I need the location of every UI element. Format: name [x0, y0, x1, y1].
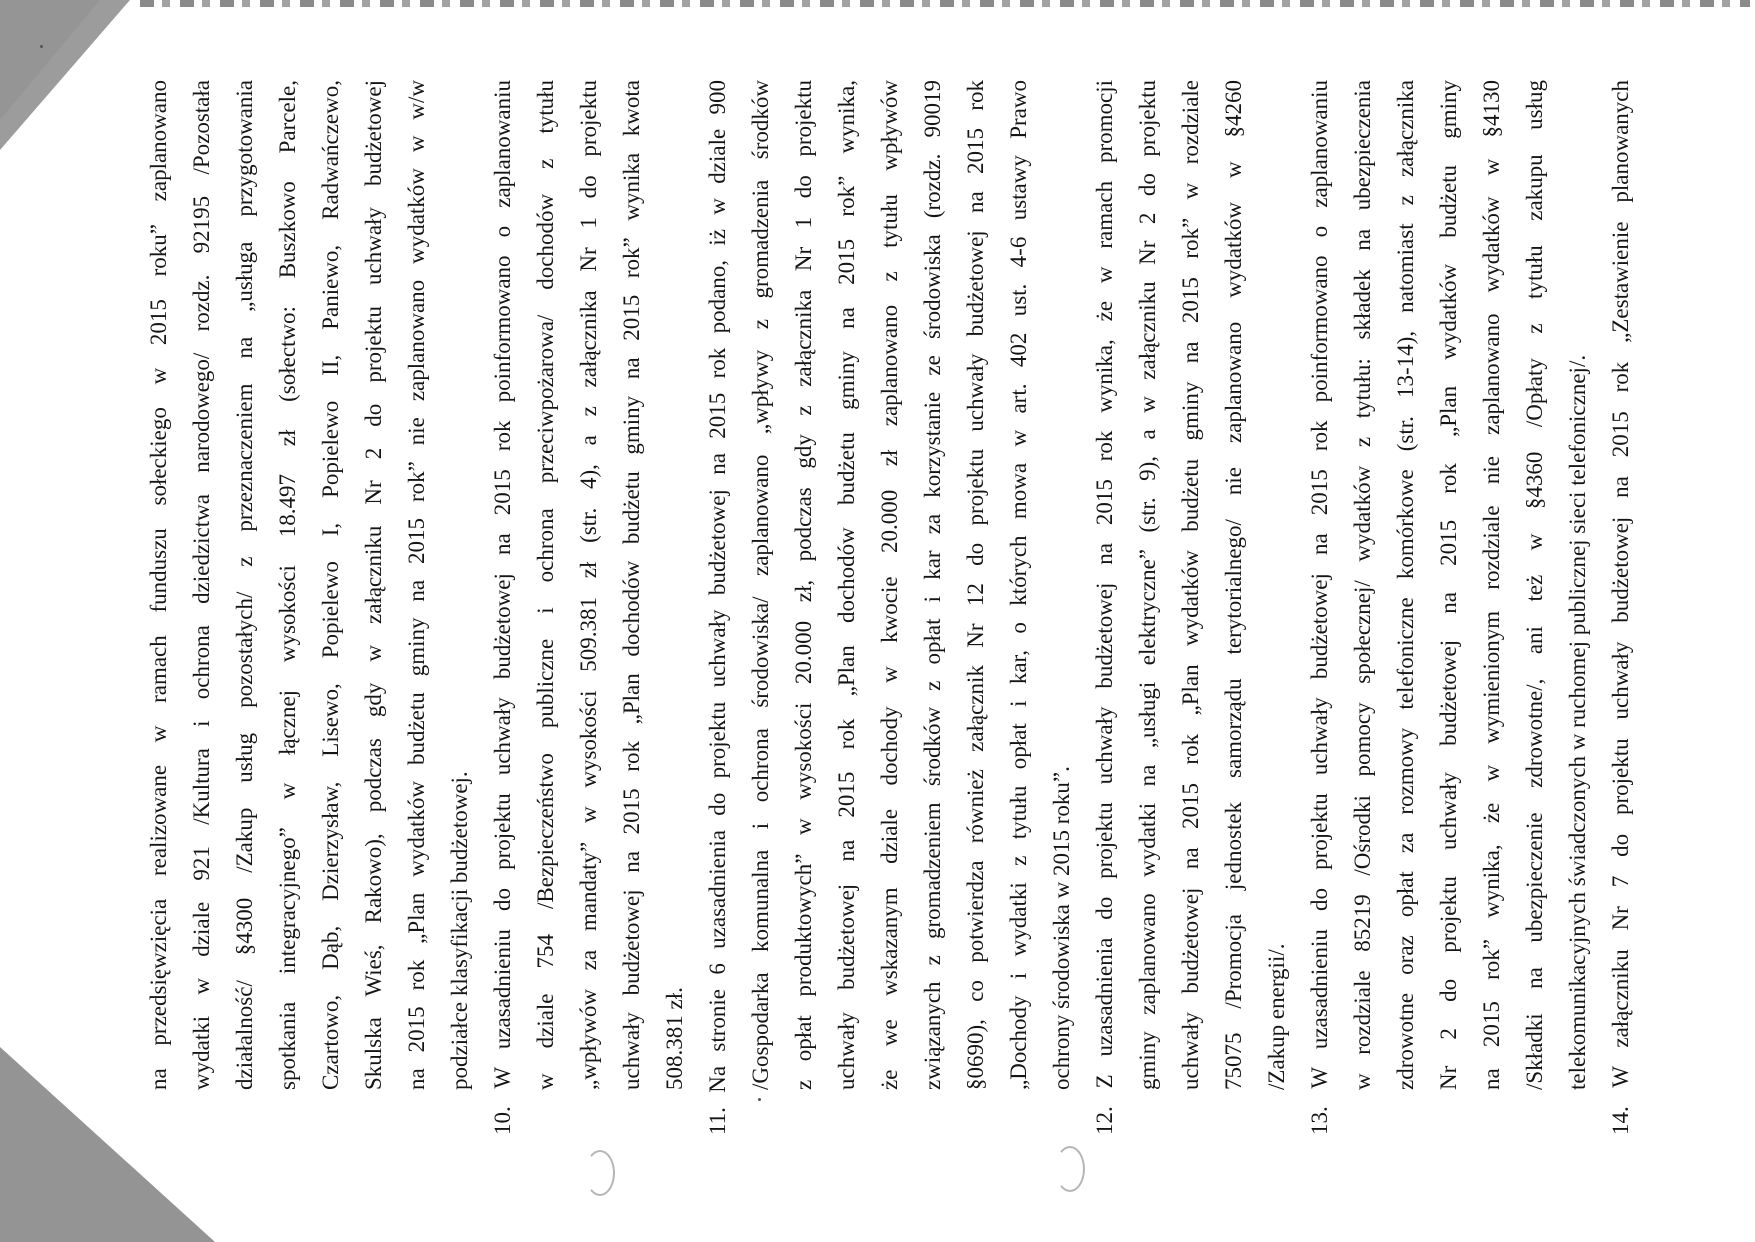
text-line: gminy zaplanowano wydatki na „usługi elektryczne” (str. 9), a w załączniku Nr 2 do projektu	[1135, 80, 1160, 1090]
text-line: podziałce klasyfikacji budżetowej.	[447, 771, 472, 1090]
item-11-line: 11. Na stronie 6 uzasadnienia do projektu uchwały budżetowej na 2015 rok podano, iż w dziale 900	[705, 80, 730, 1135]
item-12-line: 12. Z uzasadnienia do projektu uchwały budżetowej na 2015 rok wynika, że w ramach promocji	[1092, 80, 1117, 1135]
text-line: uchwały budżetowej na 2015 rok „Plan wydatków budżetu gminy na 2015 rok” w rozdziale	[1178, 80, 1203, 1090]
folded-corner-top-shade	[0, 0, 100, 120]
text-line: /Zakup energii/.	[1264, 943, 1289, 1090]
item-13-line: 13. W uzasadnieniu do projektu uchwały budżetowej na 2015 rok poinformowano o zaplanowaniu	[1307, 80, 1332, 1135]
text-line: uchwały budżetowej na 2015 rok „Plan dochodów budżetu gminy na 2015 rok” wynika kwota	[619, 80, 644, 1090]
text-line: Nr 2 do projektu uchwały budżetowej na 2015 rok „Plan wydatków budżetu gminy	[1436, 80, 1461, 1090]
scan-top-edge	[140, 0, 1750, 7]
text-line: Skulska Wieś, Rakowo), podczas gdy w załączniku Nr 2 do projektu uchwały budżetowej	[361, 80, 386, 1090]
text-line: w rozdziale 85219 /Ośrodki pomocy społecznej/ wydatków z tytułu: składek na ubezpieczenia	[1350, 80, 1375, 1090]
text-line: /Gospodarka komunalna i ochrona środowiska/ zaplanowano „wpływy z gromadzenia środków	[748, 80, 773, 1090]
scan-speck	[40, 45, 43, 48]
text-line: „wpływów za mandaty” w wysokości 509.381 zł (str. 4), a z załącznika Nr 1 do projektu	[576, 80, 601, 1090]
text-line: „Dochody i wydatki z tytułu opłat i kar, o których mowa w art. 402 ust. 4-6 ustawy Prawo	[1006, 80, 1031, 1090]
text-line: związanych z gromadzeniem środków z opłat i kar za korzystanie ze środowiska (rozdz. 90019	[920, 80, 945, 1090]
text-line: na 2015 rok” wynika, że w wymienionym rozdziale nie zaplanowano wydatków w §4130	[1479, 80, 1504, 1090]
text-line: z opłat produktowych” w wysokości 20.000 zł, podczas gdy z załącznika Nr 1 do projektu	[791, 80, 816, 1090]
text-line: w dziale 754 /Bezpieczeństwo publiczne i ochrona przeciwpożarowa/ dochodów z tytułu	[533, 80, 558, 1090]
text-line: telekomunikacyjnych świadczonych w ruchomej publicznej sieci telefonicznej/.	[1565, 354, 1590, 1090]
text-line: ochrony środowiska w 2015 roku”.	[1049, 766, 1074, 1090]
text-line: Czartowo, Dąb, Dzierzysław, Lisewo, Popielewo I, Popielewo II, Paniewo, Radwańczewo,	[318, 80, 343, 1090]
text-line: /Składki na ubezpieczenie zdrowotne/, ani też w §4360 /Opłaty z tytułu zakupu usług	[1522, 80, 1547, 1090]
text-line: 75075 /Promocja jednostek samorządu terytorialnego/ nie zaplanowano wydatków w §4260	[1221, 80, 1246, 1090]
text-line: zdrowotne oraz opłat za rozmowy telefoniczne komórkowe (str. 13-14), natomiast z załącznika	[1393, 80, 1418, 1090]
text-line: §0690), co potwierdza również załącznik Nr 12 do projektu uchwały budżetowej na 2015 rok	[963, 80, 988, 1090]
punch-hole	[1055, 1146, 1085, 1192]
text-line: że we wskazanym dziale dochody w kwocie 20.000 zł zaplanowano z tytułu wpływów	[877, 80, 902, 1090]
text-line: uchwały budżetowej na 2015 rok „Plan dochodów budżetu gminy na 2015 rok” wynika,	[834, 80, 859, 1090]
text-line: wydatki w dziale 921 /Kultura i ochrona dziedzictwa narodowego/ rozdz. 92195 /Pozostała	[189, 80, 214, 1090]
text-line: spotkania integracyjnego” w łącznej wysokości 18.497 zł (sołectwo: Buszkowo Parcele,	[275, 80, 300, 1090]
text-line: 508.381 zł.	[662, 987, 687, 1090]
text-line: na 2015 rok „Plan wydatków budżetu gminy na 2015 rok” nie zaplanowano wydatków w w/w	[404, 80, 429, 1090]
document-page	[145, 50, 1755, 1135]
text-line: na przedsięwzięcia realizowane w ramach funduszu sołeckiego w 2015 roku” zaplanowano	[146, 80, 171, 1090]
item-10-line: 10. W uzasadnieniu do projektu uchwały budżetowej na 2015 rok poinformowano o zaplanowaniu	[490, 80, 515, 1135]
punch-hole	[585, 1150, 615, 1196]
text-line: działalność/ §4300 /Zakup usług pozostałych/ z przeznaczeniem na „usługa przygotowania	[232, 80, 257, 1090]
item-14-line: 14. W załączniku Nr 7 do projektu uchwały budżetowej na 2015 rok „Zestawienie planowanych	[1608, 80, 1633, 1135]
